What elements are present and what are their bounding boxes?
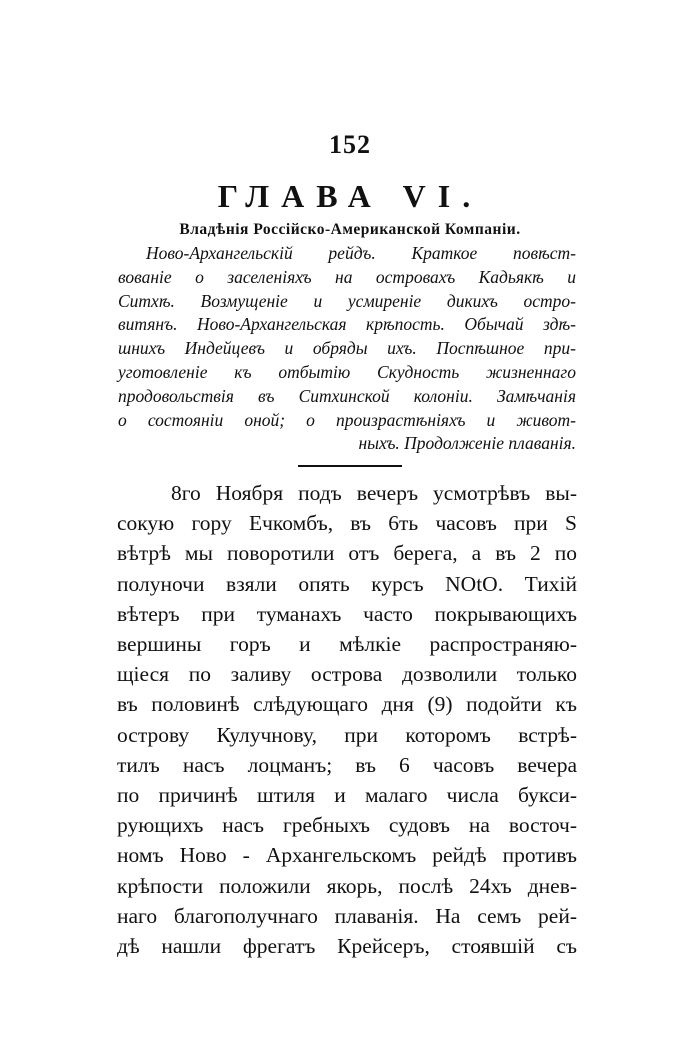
summary-line: витянъ. Ново-Архангельская крѣпость. Обычай здѣ- bbox=[118, 314, 576, 335]
summary-line: вованіе о заселеніяхъ на островахъ Кадьякѣ и bbox=[118, 266, 576, 287]
body-line: дѣ нашли фрегатъ Крейсеръ, стоявшій съ bbox=[117, 934, 577, 959]
body-line: вершины горъ и мѣлкіе распространяю- bbox=[117, 632, 577, 657]
body-line: въ половинѣ слѣдующаго дня (9) подойти къ bbox=[117, 692, 577, 717]
chapter-title: ГЛАВА VI. bbox=[217, 178, 483, 214]
body-line: острову Кулучнову, при которомъ встрѣ- bbox=[117, 722, 577, 747]
summary-line: Ново-Архангельскій рейдъ. Краткое повѣст- bbox=[146, 243, 576, 263]
body-paragraph bbox=[117, 478, 577, 961]
body-line: по причинѣ штиля и малаго числа букси- bbox=[117, 783, 577, 808]
body-line: рующихъ насъ гребныхъ судовъ на восточ- bbox=[117, 813, 577, 838]
body-line: полуночи взяли опять курсъ NOtO. Тихій bbox=[117, 571, 577, 596]
chapter-summary bbox=[118, 242, 576, 456]
body-line: вѣтрѣ мы поворотили отъ берега, а въ 2 по bbox=[117, 541, 577, 566]
summary-line: шнихъ Индейцевъ и обряды ихъ. Поспѣшное при- bbox=[118, 338, 576, 359]
summary-line: о состояніи оной; о произрастѣніяхъ и живот- bbox=[118, 409, 576, 430]
page-number: 152 bbox=[329, 130, 371, 159]
body-line: сокую гору Ечкомбъ, въ 6ть часовъ при S bbox=[117, 511, 577, 536]
summary-line: Ситхѣ. Возмущеніе и усмиреніе дикихъ остро- bbox=[118, 290, 576, 311]
section-title: Владѣнія Россійско-Американской Компаніи. bbox=[179, 221, 521, 238]
body-line: номъ Ново - Архангельскомъ рейдѣ противъ bbox=[117, 843, 577, 868]
summary-line: уготовленіе къ отбытію Скудность жизненнаго bbox=[118, 361, 576, 382]
body-line: вѣтеръ при туманахъ часто покрывающихъ bbox=[117, 601, 577, 626]
body-line: крѣпости положили якорь, послѣ 24хъ днев- bbox=[117, 873, 577, 898]
body-line: щіеся по заливу острова дозволили только bbox=[117, 662, 577, 687]
summary-line: продовольствія въ Ситхинской колоніи. Замѣчанія bbox=[118, 385, 576, 406]
body-line: тилъ насъ лоцманъ; въ 6 часовъ вечера bbox=[117, 752, 577, 777]
body-line: наго благополучнаго плаванія. На семъ рей- bbox=[117, 903, 577, 928]
summary-line: ныхъ. Продолженіе плаванія. bbox=[358, 433, 576, 454]
divider-rule bbox=[298, 465, 402, 467]
body-line: 8го Ноября подъ вечеръ усмотрѣвъ вы- bbox=[171, 481, 577, 505]
